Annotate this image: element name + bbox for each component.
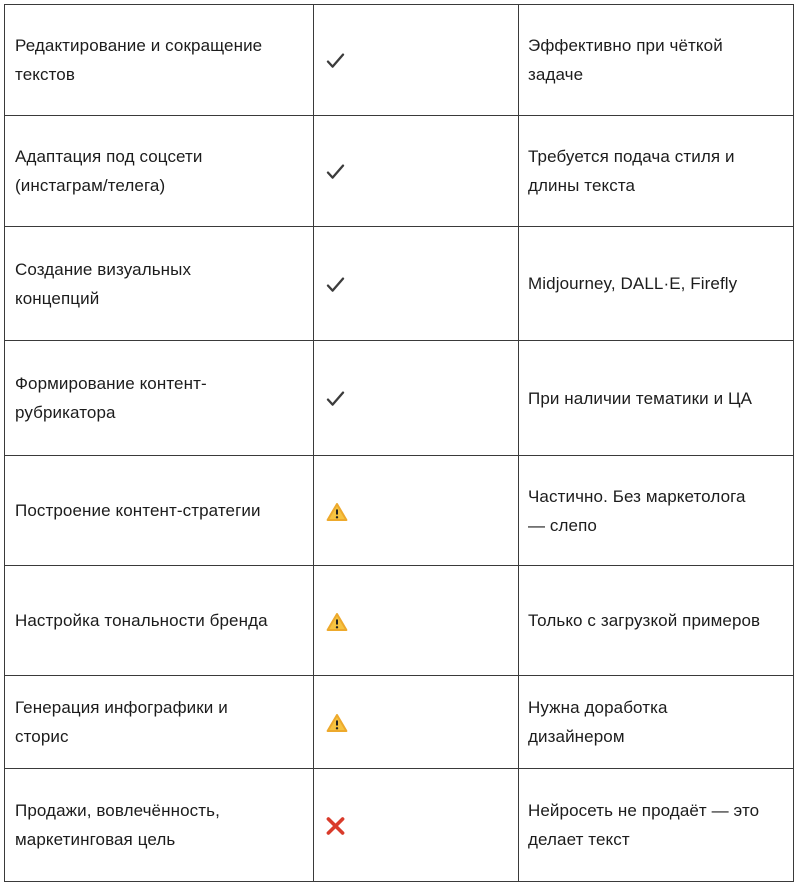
task-cell	[5, 116, 314, 227]
comment-label: Нейросеть не продаёт — это делает текст	[528, 801, 760, 849]
status-cell	[314, 456, 519, 566]
task-label: Генерация инфографики и сторис	[15, 698, 228, 746]
comment-label: При наличии тематики и ЦА	[528, 388, 753, 408]
comment-cell	[519, 456, 794, 566]
task-label: Формирование контент-рубрикатора	[15, 374, 207, 422]
table-row	[5, 566, 794, 676]
comment-label: Midjourney, DALL·E, Firefly	[528, 274, 738, 293]
status-cell	[314, 341, 519, 456]
task-cell	[5, 769, 314, 882]
comment-label: Частично. Без маркетолога — слепо	[528, 486, 746, 535]
comment-cell	[519, 676, 794, 769]
comment-cell	[519, 566, 794, 676]
warning-icon	[326, 612, 348, 632]
status-cell	[314, 227, 519, 341]
comment-label: Нужна доработка дизайнером	[528, 698, 668, 746]
check-icon	[326, 391, 345, 407]
check-icon	[326, 164, 345, 180]
comment-label: Эффективно при чёткой задаче	[528, 36, 723, 84]
task-cell	[5, 456, 314, 566]
task-label: Настройка тональности бренда	[15, 611, 268, 630]
status-cell	[314, 566, 519, 676]
table-row	[5, 116, 794, 227]
table-row	[5, 341, 794, 456]
task-cell	[5, 566, 314, 676]
table-body	[5, 5, 794, 882]
table-row	[5, 5, 794, 116]
status-cell	[314, 676, 519, 769]
task-cell	[5, 676, 314, 769]
table-row	[5, 676, 794, 769]
comment-label: Только с загрузкой примеров	[528, 611, 761, 630]
comment-cell	[519, 227, 794, 341]
status-cell	[314, 769, 519, 882]
comment-cell	[519, 341, 794, 456]
status-cell	[314, 5, 519, 116]
ai-capabilities-table	[4, 4, 794, 882]
task-cell	[5, 5, 314, 116]
comment-cell	[519, 769, 794, 882]
warning-icon	[326, 713, 348, 733]
check-icon	[326, 53, 345, 69]
cross-icon	[326, 817, 345, 835]
comment-cell	[519, 116, 794, 227]
table-row	[5, 227, 794, 341]
task-label: Адаптация под соцсети (инстаграм/телега)	[15, 147, 203, 195]
task-cell	[5, 227, 314, 341]
task-label: Построение контент-стратегии	[15, 501, 261, 520]
comment-label: Требуется подача стиля и длины текста	[528, 147, 735, 195]
warning-icon	[326, 502, 348, 522]
status-cell	[314, 116, 519, 227]
task-label: Продажи, вовлечённость, маркетинговая цель	[15, 801, 220, 849]
table-row	[5, 456, 794, 566]
check-icon	[326, 277, 345, 293]
table-row	[5, 769, 794, 882]
task-label: Редактирование и сокращение текстов	[15, 36, 263, 84]
task-label: Создание визуальных концепций	[15, 259, 192, 308]
task-cell	[5, 341, 314, 456]
comment-cell	[519, 5, 794, 116]
